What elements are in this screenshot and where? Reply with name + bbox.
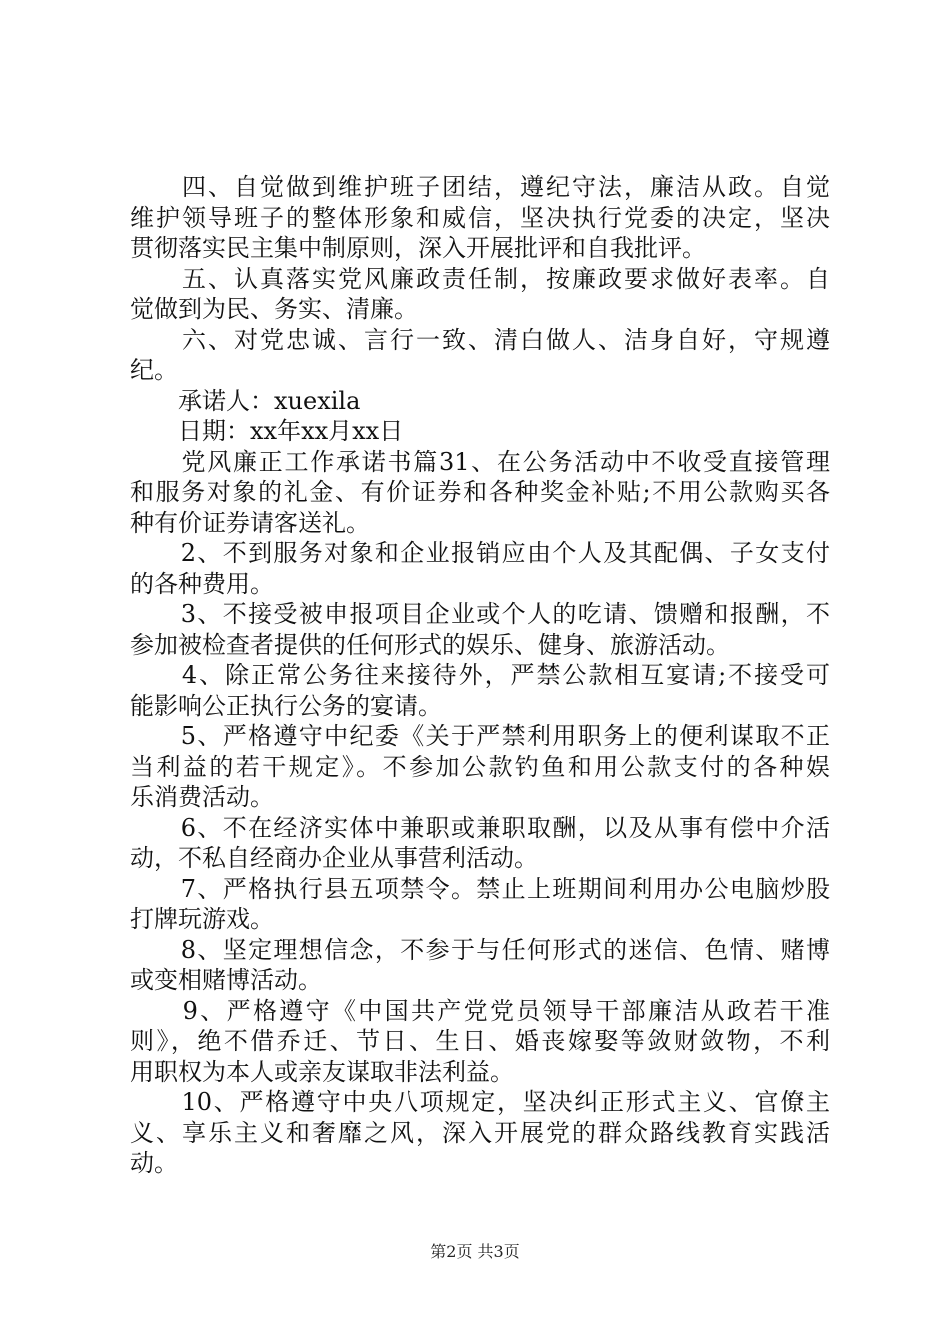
text-line: 3、不接受被申报项目企业或个人的吃请、馈赠和报酬，不 <box>130 600 830 628</box>
text-line: 当利益的若干规定》。不参加公款钓鱼和用公款支付的各种娱 <box>130 753 830 781</box>
text-line: 用职权为本人或亲友谋取非法利益。 <box>130 1058 514 1086</box>
text-line: 维护领导班子的整体形象和威信，坚决执行党委的决定，坚决 <box>130 204 830 232</box>
text-line: 能影响公正执行公务的宴请。 <box>130 692 442 720</box>
text-line: 6、不在经济实体中兼职或兼职取酬，以及从事有偿中介活 <box>130 814 830 842</box>
text-line: 打牌玩游戏。 <box>130 905 274 933</box>
text-line: 动。 <box>130 1149 178 1177</box>
text-line: 贯彻落实民主集中制原则，深入开展批评和自我批评。 <box>130 234 706 262</box>
text-line: 的各种费用。 <box>130 570 274 598</box>
page-number-footer: 第2页 共3页 <box>430 1242 520 1261</box>
text-line: 2、不到服务对象和企业报销应由个人及其配偶、子女支付 <box>130 539 830 567</box>
date-line: 日期：xx年xx月xx日 <box>130 417 404 445</box>
text-line: 5、严格遵守中纪委《关于严禁利用职务上的便利谋取不正 <box>130 722 830 750</box>
text-line: 7、严格执行县五项禁令。禁止上班期间利用办公电脑炒股 <box>130 875 830 903</box>
text-line: 参加被检查者提供的任何形式的娱乐、健身、旅游活动。 <box>130 631 730 659</box>
text-line: 则》，绝不借乔迁、节日、生日、婚丧嫁娶等敛财敛物，不利 <box>130 1027 830 1055</box>
text-line: 8、坚定理想信念，不参于与任何形式的迷信、色情、赌博 <box>130 936 830 964</box>
text-line: 10、严格遵守中央八项规定，坚决纠正形式主义、官僚主 <box>130 1088 830 1116</box>
text-line: 六、对党忠诚、言行一致、清白做人、洁身自好，守规遵 <box>130 326 830 354</box>
text-line: 和服务对象的礼金、有价证券和各种奖金补贴;不用公款购买各 <box>130 478 830 506</box>
text-line: 纪。 <box>130 356 178 384</box>
text-line: 种有价证券请客送礼。 <box>130 509 370 537</box>
text-line: 动，不私自经商办企业从事营利活动。 <box>130 844 538 872</box>
text-line: 4、除正常公务往来接待外，严禁公款相互宴请;不接受可 <box>130 661 830 689</box>
text-line: 乐消费活动。 <box>130 783 274 811</box>
text-line: 9、严格遵守《中国共产党党员领导干部廉洁从政若干准 <box>130 997 830 1025</box>
signatory-line: 承诺人：xuexila <box>130 387 361 415</box>
text-line: 觉做到为民、务实、清廉。 <box>130 295 418 323</box>
text-line: 或变相赌博活动。 <box>130 966 322 994</box>
text-line: 四、自觉做到维护班子团结，遵纪守法，廉洁从政。自觉 <box>130 173 830 201</box>
text-line: 党风廉正工作承诺书篇31、在公务活动中不收受直接管理 <box>130 448 830 476</box>
text-line: 义、享乐主义和奢靡之风，深入开展党的群众路线教育实践活 <box>130 1119 830 1147</box>
text-line: 五、认真落实党风廉政责任制，按廉政要求做好表率。自 <box>130 265 830 293</box>
